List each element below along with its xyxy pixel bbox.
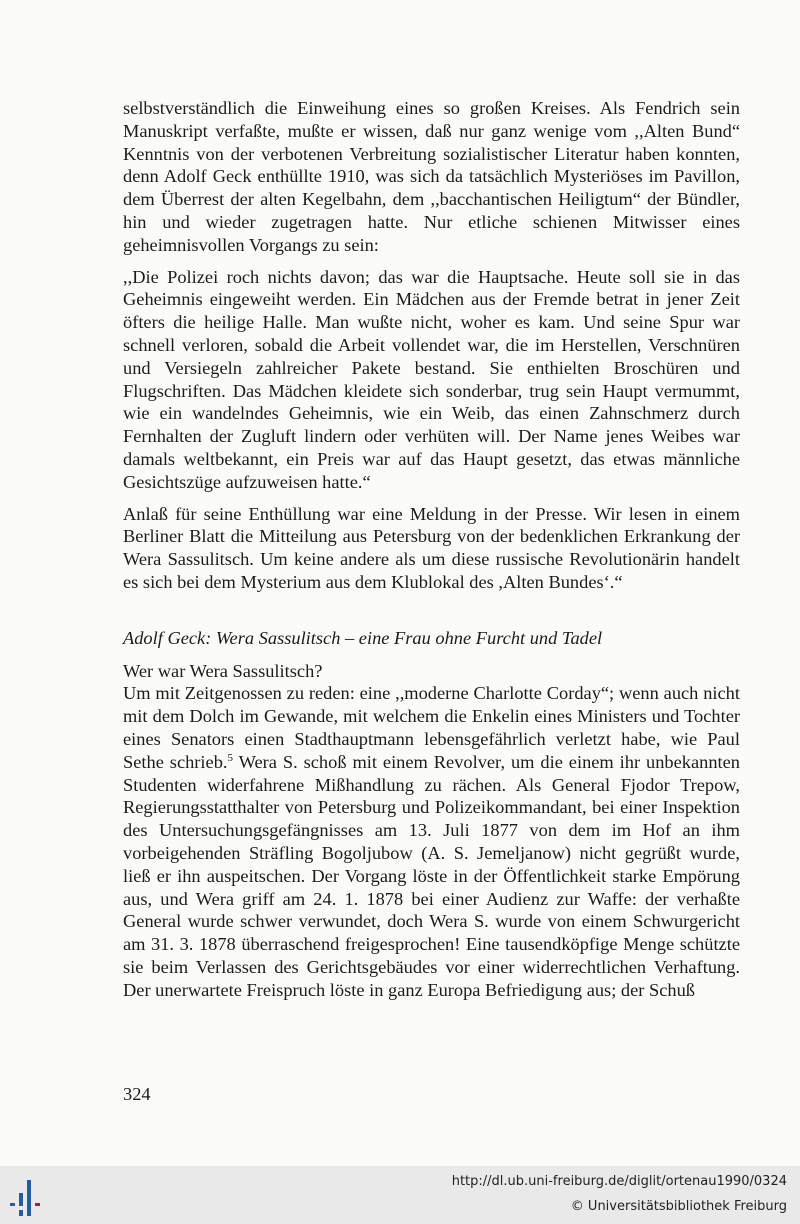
paragraph-5 bbox=[123, 682, 740, 1001]
page-number: 324 bbox=[123, 1084, 151, 1104]
body-text bbox=[123, 97, 740, 1001]
paragraph-3: Anlaß für seine Enthüllung war eine Meldung in der Presse. Wir lesen in einem Berliner Blatt die Mitteilung aus Petersburg von der bedenklichen Erkrankung der Wera Sassulitsch. Um keine andere als um diese russische Revolutionärin handelt es sich bei dem Mysterium aus dem Klublokal des ,Alten Bundes‘.“ bbox=[123, 503, 740, 592]
ub-freiburg-logo-icon bbox=[8, 1176, 44, 1218]
footer-url-link[interactable]: http://dl.ub.uni-freiburg.de/diglit/ortenau1990/0324 bbox=[451, 1174, 787, 1189]
section-heading: Adolf Geck: Wera Sassulitsch – eine Frau ohne Furcht und Tadel bbox=[123, 627, 603, 648]
paragraph-1: selbstverständlich die Einweihung eines so großen Kreises. Als Fendrich sein Manuskript verfaßte, mußte er wissen, daß nur ganz wenige vom ,,Alten Bund“ Kenntnis von der verbotenen Verbreitung sozialistischer Literatur haben konnten, denn Adolf Geck enthüllte 1910, was sich da tatsächlich Mysteriöses im Pavillon, dem Überrest der alten Kegelbahn, dem ,,bacchantischen Heiligtum“ der Bündler, hin und wieder zugetragen hatte. Nur etliche schienen Mitwisser eines geheimnisvollen Vorgangs zu sein: bbox=[123, 98, 740, 255]
paragraph-5-part-1: Um mit Zeitgenossen zu reden: eine ,,moderne Charlotte Corday“; wenn auch nicht mit dem Dolch im Gewande, mit welchem die Enkelin eines Ministers und Tochter eines Senators einen Stadthauptmann lebensgefährlich verletzt habe, wie Paul Sethe schrieb. bbox=[123, 683, 740, 772]
footer-bar bbox=[0, 1166, 800, 1224]
quote-paragraph: ,,Die Polizei roch nichts davon; das war die Hauptsache. Heute soll sie in das Geheimnis eingeweiht werden. Ein Mädchen aus der Fremde betrat in jener Zeit öfters die heilige Halle. Man wußte nicht, woher es kam. Und seine Spur war schnell verloren, sobald die Arbeit vollendet war, die im Herstellen, Verschnüren und Versiegeln zahlreicher Pakete bestand. Sie enthielten Broschüren und Flugschriften. Das Mädchen kleidete sich sonderbar, trug sein Haupt vermummt, wie ein wandelndes Geheimnis, wie ein Weib, das einen Zahnschmerz durch Fernhalten der Zugluft lindern oder verhüten will. Der Name jenes Weibes war damals weltbekannt, ein Preis war auf das Haupt gesetzt, das etwas männliche Gesichtszüge aufzuweisen hatte.“ bbox=[123, 266, 740, 492]
footer-copyright: © Universitätsbibliothek Freiburg bbox=[570, 1199, 787, 1214]
question-line: Wer war Wera Sassulitsch? bbox=[123, 660, 323, 681]
footnote-marker: 5 bbox=[227, 751, 233, 764]
paragraph-5-part-2: Wera S. schoß mit einem Revolver, um die einem ihr unbekannten Studenten widerfahrene Mißhandlung zu rächen. Als General Fjodor Trepow, Regierungsstatthalter von Petersburg und Polizeikommandant, bei einer Inspektion des Untersuchungsgefängnisses am 13. Juli 1877 von dem im Hof an ihm vorbeigehenden Sträfling Bogoljubow (A. S. Jemeljanow) nicht gegrüßt wurde, ließ er ihn auspeitschen. Der Vorgang löste in der Öffentlichkeit starke Empörung aus, und Wera griff am 24. 1. 1878 bei einer Audienz zur Waffe: der verhaßte General wurde schwer verwundet, doch Wera S. wurde von einem Schwurgericht am 31. 3. 1878 überraschend freigesprochen! Eine tausendköpfige Menge schützte sie beim Verlassen des Gerichtsgebäudes vor einer widerrechtlichen Verhaftung. Der unerwartete Freispruch löste in ganz Europa Befriedigung aus; der Schuß bbox=[123, 751, 740, 1000]
